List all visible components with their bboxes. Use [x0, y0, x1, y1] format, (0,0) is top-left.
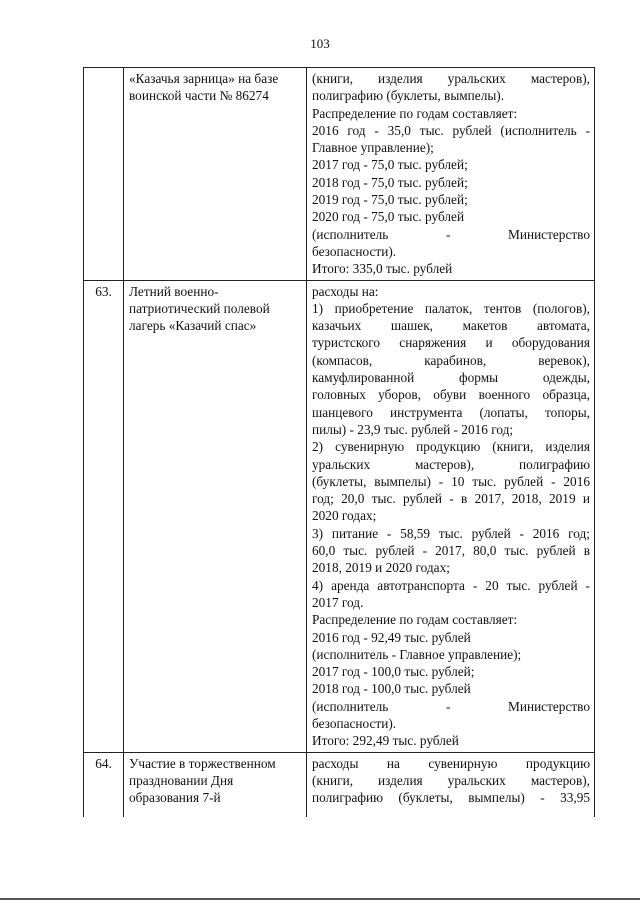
event-name-line: образования 7-й	[129, 790, 221, 806]
description-line: 2016 год - 92,49 тыс. рублей	[312, 629, 471, 645]
description-line: (исполнитель - Министерство	[312, 698, 590, 714]
description-line: пилы) - 23,9 тыс. рублей - 2016 год;	[312, 421, 514, 437]
event-name-line: патриотический полевой	[129, 300, 270, 316]
description-line: 1) приобретение палаток, тентов (пологов),	[312, 300, 590, 316]
description-line: головных уборов, обуви военного образца,	[312, 387, 590, 403]
description-line: Распределение по годам составляет:	[312, 612, 518, 628]
description-line: Итого: 335,0 тыс. рублей	[312, 261, 453, 277]
description-line: безопасности).	[312, 715, 397, 731]
description-line: Главное управление);	[312, 140, 434, 156]
description-line: расходы на сувенирную продукцию	[312, 755, 590, 771]
description-line: год; 20,0 тыс. рублей - в 2017, 2018, 2019 и	[312, 491, 590, 507]
description-line: расходы на:	[312, 283, 379, 299]
description-line: шанцевого инструмента (лопаты, топоры,	[312, 404, 590, 420]
event-name-line: воинской части № 86274	[129, 88, 269, 104]
description-line: 2016 год - 35,0 тыс. рублей (исполнитель -	[312, 122, 590, 138]
description-line: безопасности).	[312, 243, 397, 259]
event-name-line: Летний военно-	[129, 283, 219, 299]
description-line: (компасов, карабинов, веревок),	[312, 352, 590, 368]
description-line: 2020 год - 75,0 тыс. рублей	[312, 209, 465, 225]
description-line: (исполнитель - Главное управление);	[312, 646, 522, 662]
event-name	[124, 280, 307, 752]
description-line: 2018 год - 75,0 тыс. рублей;	[312, 174, 468, 190]
description-line: казачьих шашек, макетов автомата,	[312, 318, 590, 334]
event-name-line: Участие в торжественном	[129, 755, 276, 771]
expense-description	[307, 280, 595, 752]
row-number	[84, 68, 124, 281]
description-line: туристского снаряжения и оборудования	[312, 335, 590, 351]
description-line: уральских мастеров), полиграфию	[312, 456, 590, 472]
description-line: 2017 год - 75,0 тыс. рублей;	[312, 157, 468, 173]
description-line: (буклеты, вымпелы) - 10 тыс. рублей - 2016	[312, 473, 590, 489]
description-line: 4) аренда автотранспорта - 20 тыс. рублей -	[312, 577, 590, 593]
event-name-line: «Казачья зарница» на базе	[129, 71, 279, 86]
row-number: 63.	[84, 280, 124, 752]
description-line: 2017 год.	[312, 594, 364, 610]
expense-description	[307, 68, 595, 281]
description-line: (книги, изделия уральских мастеров),	[312, 71, 590, 86]
description-line: 3) питание - 58,59 тыс. рублей - 2016 год;	[312, 525, 590, 541]
event-name	[124, 752, 307, 817]
expense-description	[307, 752, 595, 817]
description-line: 60,0 тыс. рублей - 2017, 80,0 тыс. рублей в	[312, 543, 590, 559]
table-row	[84, 68, 595, 281]
table-row	[84, 752, 595, 817]
description-line: 2019 год - 75,0 тыс. рублей;	[312, 192, 468, 208]
description-line: 2018 год - 100,0 тыс. рублей	[312, 681, 471, 697]
description-line: (книги, изделия уральских мастеров),	[312, 772, 590, 788]
description-line: 2) сувенирную продукцию (книги, изделия	[312, 439, 590, 455]
description-line: (исполнитель - Министерство	[312, 226, 590, 242]
row-number: 64.	[84, 752, 124, 817]
description-line: Распределение по годам составляет:	[312, 105, 518, 121]
description-line: 2020 годах;	[312, 508, 377, 524]
description-line: 2017 год - 100,0 тыс. рублей;	[312, 664, 475, 680]
description-line: 2018, 2019 и 2020 годах;	[312, 560, 450, 576]
event-name-line: праздновании Дня	[129, 772, 234, 788]
event-name	[124, 68, 307, 281]
description-line: Итого: 292,49 тыс. рублей	[312, 733, 459, 749]
table-row	[84, 280, 595, 752]
budget-table	[83, 67, 595, 817]
description-line: полиграфию (буклеты, вымпелы) - 33,95	[312, 790, 590, 806]
event-name-line: лагерь «Казачий спас»	[129, 318, 257, 334]
description-line: полиграфию (буклеты, вымпелы).	[312, 88, 505, 104]
description-line: камуфлированной формы одежды,	[312, 370, 590, 386]
page-bottom-rule	[0, 898, 640, 900]
page-number: 103	[310, 36, 330, 51]
